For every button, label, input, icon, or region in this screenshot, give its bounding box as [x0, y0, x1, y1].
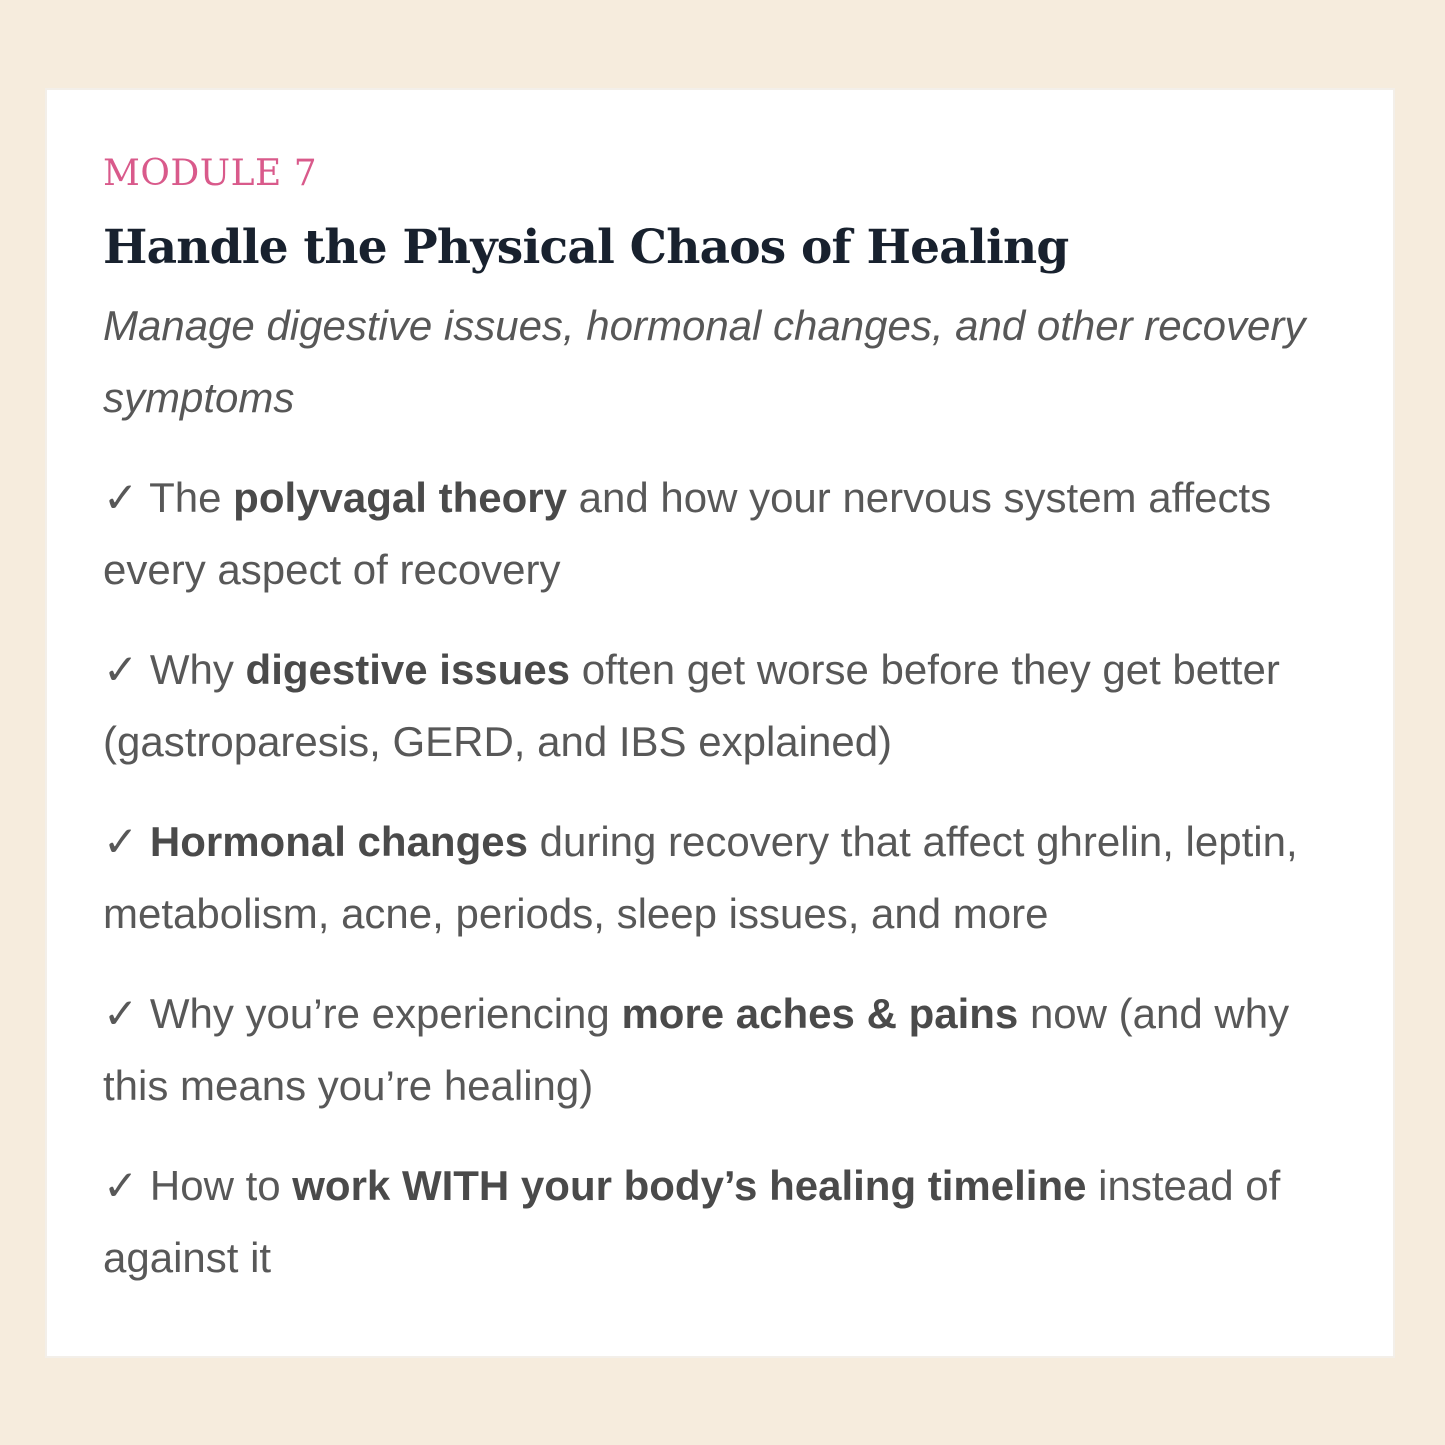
benefit-suffix: now (and why this means you’re healing) — [103, 990, 1290, 1109]
benefit-prefix: Why you’re experiencing — [149, 990, 610, 1037]
check-icon: ✓ — [103, 990, 139, 1037]
check-icon: ✓ — [103, 1162, 139, 1209]
check-icon: ✓ — [103, 818, 139, 865]
module-content — [103, 152, 1333, 1322]
benefit-prefix: The — [149, 474, 222, 521]
benefit-suffix: during recovery that affect ghrelin, leptin, metabolism, acne, periods, sleep issues, and more — [103, 818, 1298, 937]
check-icon: ✓ — [103, 646, 139, 693]
module-subtitle: Manage digestive issues, hormonal changes, and other recovery symptoms — [103, 302, 1306, 421]
benefit-prefix: How to — [149, 1162, 281, 1209]
benefit-emphasis: polyvagal theory — [233, 474, 567, 521]
benefit-item — [103, 806, 1333, 950]
check-icon: ✓ — [103, 474, 139, 521]
module-title: Handle the Physical Chaos of Healing — [103, 220, 1069, 275]
benefit-emphasis: Hormonal changes — [149, 818, 528, 865]
benefit-suffix: instead of against it — [103, 1162, 1281, 1281]
benefit-suffix: often get worse before they get better (gastroparesis, GERD, and IBS explained) — [103, 646, 1280, 765]
benefit-suffix: and how your nervous system affects every aspect of recovery — [103, 474, 1272, 593]
benefit-emphasis: digestive issues — [245, 646, 571, 693]
benefit-emphasis: more aches & pains — [621, 990, 1019, 1037]
benefit-item — [103, 634, 1333, 778]
benefit-item — [103, 1150, 1333, 1294]
benefit-list — [103, 462, 1333, 1294]
benefit-item — [103, 978, 1333, 1122]
benefit-prefix: Why — [149, 646, 234, 693]
benefit-item — [103, 462, 1333, 606]
benefit-emphasis: work WITH your body’s healing timeline — [292, 1162, 1087, 1209]
module-number-label: MODULE 7 — [103, 153, 318, 194]
